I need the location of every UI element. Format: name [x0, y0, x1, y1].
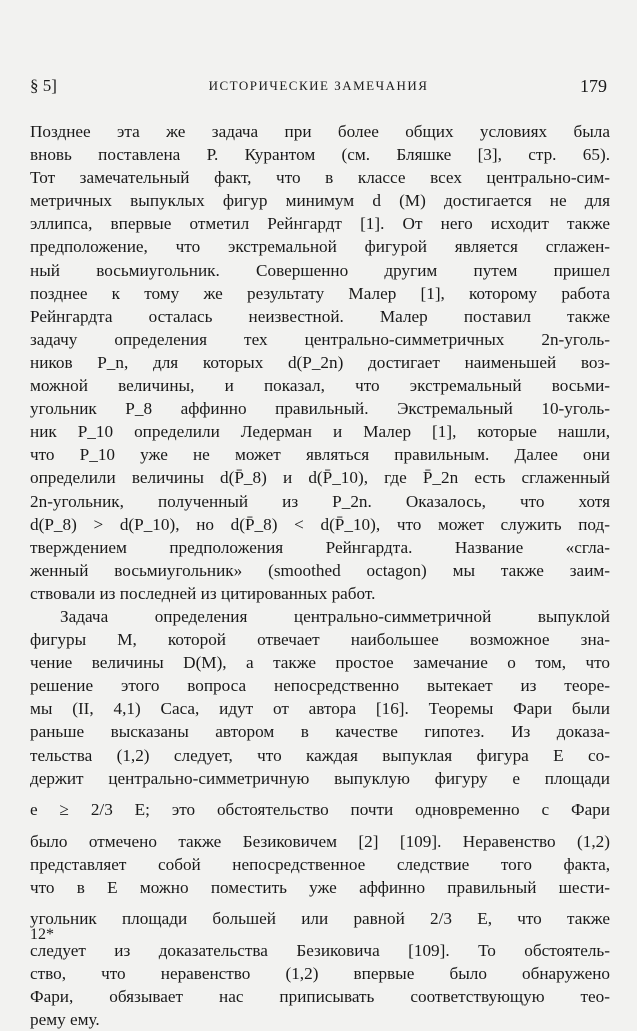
text-line: мы (II, 4,1) Саса, идут от автора [16]. Теоремы Фари были: [30, 699, 610, 719]
text-line: метричных выпуклых фигур минимум d (M) достигается не для: [30, 191, 610, 211]
text-line: держит центрально-симметричную выпуклую фигуру e площади: [30, 768, 610, 788]
text-line: раньше высказаны автором в качестве гипотез. Из доказа-: [30, 722, 610, 742]
text-line: Задача определения центрально-симметричной выпуклой: [60, 606, 610, 626]
text-line: угольник P_8 аффинно правильный. Экстремальный 10-уголь-: [30, 399, 610, 419]
body-text: [30, 120, 610, 1031]
running-title: ИСТОРИЧЕСКИЕ ЗАМЕЧАНИЯ: [208, 78, 429, 93]
running-header: [30, 76, 607, 100]
text-line: позднее к тому же результату Малер [1], которому работа: [30, 283, 610, 303]
text-line: эллипса, впервые отметил Рейнгардт [1]. От него исходит также: [30, 214, 610, 234]
text-line: фигуры M, которой отвечает наибольшее возможное зна-: [30, 630, 610, 650]
text-line: определили величины d(P̄_8) и d(P̄_10), где P̄_2n есть сглаженный: [30, 468, 610, 488]
text-line: тельства (1,2) следует, что каждая выпуклая фигура E со-: [30, 745, 610, 765]
page-number: 179: [580, 76, 607, 96]
text-line: угольник площади большей или равной 2/3 E, что также: [30, 909, 610, 928]
text-line: ник P_10 определили Ледерман и Малер [1], которые нашли,: [30, 422, 610, 442]
text-line: ствовали из последней из цитированных работ.: [30, 583, 376, 603]
text-line: e ≥ 2/3 E; это обстоятельство почти одновременно с Фари: [30, 799, 610, 819]
section-marker: § 5]: [30, 76, 57, 95]
text-line: Фари, обязывает нас приписывать соответствующую тео-: [30, 987, 610, 1007]
text-line: ников P_n, для которых d(P_2n) достигает наименьшей воз-: [30, 352, 610, 372]
text-line: задачу определения тех центрально-симметричных 2n-уголь-: [30, 329, 610, 349]
text-line: женный восьмиугольник» (smoothed octagon) мы также заим-: [30, 560, 610, 580]
text-line: можной величины, и показал, что экстремальный восьми-: [30, 376, 610, 396]
text-line: d(P_8) > d(P_10), но d(P̄_8) < d(P̄_10), что может служить под-: [30, 514, 610, 534]
text-line: Рейнгардта осталась неизвестной. Малер поставил также: [30, 306, 610, 326]
text-line: рему ему.: [30, 1010, 100, 1030]
text-line: Позднее эта же задача при более общих условиях была: [30, 122, 610, 141]
text-line: решение этого вопроса непосредственно вытекает из теоре-: [30, 676, 610, 696]
text-line: что в E можно поместить уже аффинно правильный шести-: [30, 877, 610, 897]
text-line: чение величины D(M), а также простое замечание о том, что: [30, 653, 610, 673]
text-line: вновь поставлена Р. Курантом (см. Бляшке [3], стр. 65).: [30, 145, 610, 165]
text-line: предположение, что экстремальной фигурой является сглажен-: [30, 237, 610, 257]
text-line: Тот замечательный факт, что в классе всех центрально-сим-: [30, 168, 610, 188]
text-line: тверждением предположения Рейнгардта. Название «сгла-: [30, 537, 610, 557]
text-line: 2n-угольник, полученный из P_2n. Оказалось, что хотя: [30, 491, 610, 511]
text-line: ный восьмиугольник. Совершенно другим путем пришел: [30, 260, 610, 280]
text-line: что P_10 уже не может являться правильным. Далее они: [30, 445, 610, 465]
text-line: следует из доказательства Безиковича [109]. То обстоятель-: [30, 941, 610, 960]
signature-mark: 12*: [30, 926, 54, 943]
text-line: было отмечено также Безиковичем [2] [109]. Неравенство (1,2): [30, 831, 610, 851]
text-line: ство, что неравенство (1,2) впервые было обнаружено: [30, 964, 610, 984]
text-line: представляет собой непосредственное следствие того факта,: [30, 854, 610, 874]
